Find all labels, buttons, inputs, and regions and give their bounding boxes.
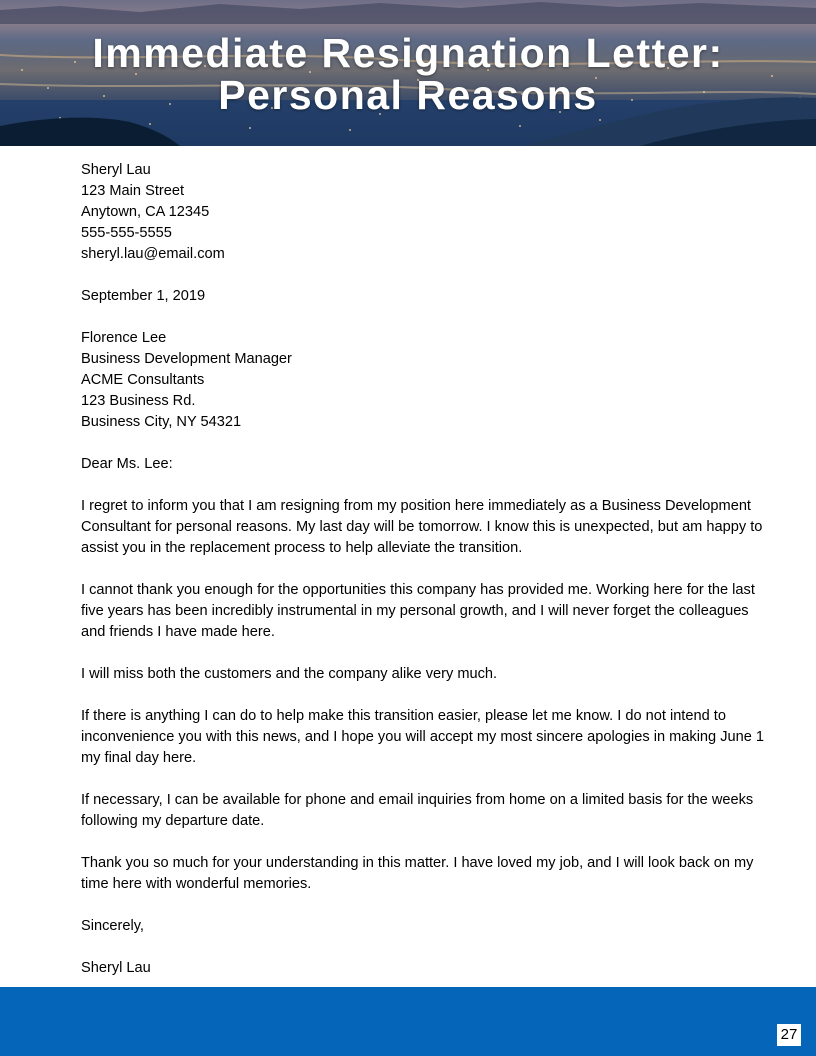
body-paragraph: I regret to inform you that I am resigning from my position here immediately as a Business Development Consultant for personal reasons. My last day will be tomorrow. I know this is unexpected, but am happy to assist you in the replacement process to help alleviate the transition.	[81, 498, 763, 556]
body-paragraph: Thank you so much for your understanding in this matter. I have loved my job, and I will look back on my time here with wonderful memories.	[81, 855, 754, 892]
recipient-city: Business City, NY 54321	[81, 414, 242, 430]
body-paragraph: If there is anything I can do to help make this transition easier, please let me know. I do not intend to inconvenience you with this news, and I hope you will accept my most sincere apologies in making June 1 my final day here.	[81, 708, 765, 766]
sender-email: sheryl.lau@email.com	[81, 246, 225, 262]
title-line-2: Personal Reasons	[218, 72, 598, 118]
recipient-block	[81, 328, 771, 433]
salutation: Dear Ms. Lee:	[81, 456, 173, 472]
body-paragraph: I will miss both the customers and the company alike very much.	[81, 666, 498, 682]
recipient-title: Business Development Manager	[81, 351, 292, 367]
recipient-name: Florence Lee	[81, 330, 167, 346]
title-line-1: Immediate Resignation Letter:	[92, 30, 724, 76]
header-banner	[0, 0, 816, 146]
sender-block	[81, 160, 771, 265]
signature: Sheryl Lau	[81, 960, 151, 976]
sender-name: Sheryl Lau	[81, 162, 151, 178]
sender-street: 123 Main Street	[81, 183, 185, 199]
closing: Sincerely,	[81, 918, 144, 934]
page-title	[0, 32, 816, 116]
recipient-street: 123 Business Rd.	[81, 393, 196, 409]
letter-body	[81, 160, 771, 1000]
sender-city: Anytown, CA 12345	[81, 204, 210, 220]
sender-phone: 555-555-5555	[81, 225, 172, 241]
recipient-company: ACME Consultants	[81, 372, 205, 388]
footer-bar	[0, 987, 816, 1056]
letter-date: September 1, 2019	[81, 288, 206, 304]
page-number: 27	[777, 1024, 801, 1046]
body-paragraph: I cannot thank you enough for the opportunities this company has provided me. Working here for the last five years has been incredibly instrumental in my personal growth, and I will never forget the colleagues and friends I have made here.	[81, 582, 755, 640]
body-paragraph: If necessary, I can be available for phone and email inquiries from home on a limited basis for the weeks following my departure date.	[81, 792, 754, 829]
